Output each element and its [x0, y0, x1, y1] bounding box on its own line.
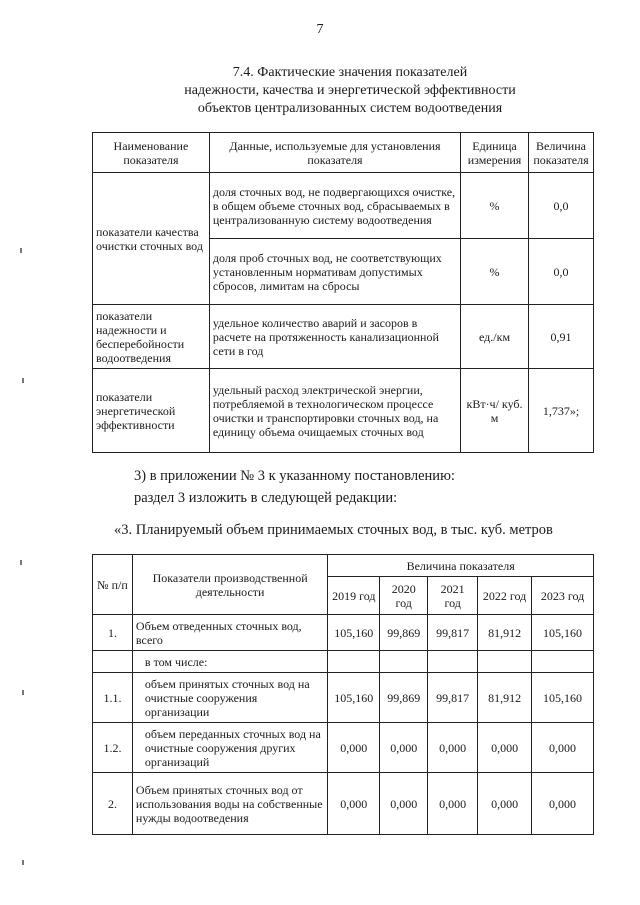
row-value: 105,160 [532, 615, 594, 651]
paragraph-line: 3) в приложении № 3 к указанному постановлению: [134, 468, 455, 484]
row-value: 81,912 [478, 673, 532, 723]
table-row [93, 723, 594, 773]
header-year: 2021 год [428, 577, 478, 615]
header-unit: Единица измерения [461, 133, 529, 173]
row-value: 0,000 [328, 773, 380, 835]
indicators-table [92, 132, 594, 453]
row-num: 2. [93, 773, 133, 835]
row-label: в том числе: [132, 651, 327, 673]
table-header-row [93, 555, 594, 577]
table-row [93, 615, 594, 651]
group-energy: показатели энергетической эффективности [93, 369, 210, 453]
page-number: 7 [316, 22, 324, 37]
row-value: 0,000 [532, 773, 594, 835]
row-value: 0,000 [428, 773, 478, 835]
row-value: 81,912 [478, 615, 532, 651]
row-value [328, 651, 380, 673]
row-value: 99,869 [380, 673, 428, 723]
row-value [380, 651, 428, 673]
table-row [93, 651, 594, 673]
row-num: 1.1. [93, 673, 133, 723]
row-data: доля проб сточных вод, не соответствующих установленным нормативам допустимых сбросов, лимитам на сбросы [209, 239, 460, 305]
row-value: 99,869 [380, 615, 428, 651]
row-value: 1,737»; [529, 369, 594, 453]
scan-mark [22, 378, 24, 383]
header-data: Данные, используемые для установления показателя [209, 133, 460, 173]
row-label: объем принятых сточных вод на очистные сооружения организации [132, 673, 327, 723]
table-row [93, 173, 594, 239]
header-year: 2019 год [328, 577, 380, 615]
row-label: Объем принятых сточных вод от использования воды на собственные нужды водоотведения [132, 773, 327, 835]
row-num: 1.2. [93, 723, 133, 773]
row-data: доля сточных вод, не подвергающихся очистке, в общем объеме сточных вод, сбрасываемых в централизованную систему водоотведения [209, 173, 460, 239]
row-value [428, 651, 478, 673]
row-unit: % [461, 173, 529, 239]
table-header-row [93, 133, 594, 173]
row-value: 99,817 [428, 673, 478, 723]
row-value: 0,91 [529, 305, 594, 369]
header-year: 2020 год [380, 577, 428, 615]
table-row [93, 369, 594, 453]
row-num: 1. [93, 615, 133, 651]
row-value: 105,160 [328, 673, 380, 723]
row-unit: ед./км [461, 305, 529, 369]
row-data: удельный расход электрической энергии, потребляемой в технологическом процессе очистки и транспортировки сточных вод, на единицу объема очищаемых сточных вод [209, 369, 460, 453]
scan-mark [22, 860, 24, 865]
row-value: 0,000 [478, 723, 532, 773]
section-title-line: 7.4. Фактические значения показателей [232, 65, 468, 80]
section-title-line: объектов централизованных систем водоотведения [197, 101, 503, 116]
group-reliability: показатели надежности и бесперебойности водоотведения [93, 305, 210, 369]
row-value: 0,000 [380, 723, 428, 773]
table-row [93, 305, 594, 369]
row-label: Объем отведенных сточных вод, всего [132, 615, 327, 651]
header-year: 2022 год [478, 577, 532, 615]
header-num: № п/п [93, 555, 133, 615]
paragraph-line: раздел 3 изложить в следующей редакции: [134, 490, 398, 506]
group-quality: показатели качества очистки сточных вод [93, 173, 210, 305]
row-value: 0,000 [478, 773, 532, 835]
scan-mark [20, 248, 22, 253]
row-value [478, 651, 532, 673]
row-value [532, 651, 594, 673]
section-title-line: надежности, качества и энергетической эффективности [184, 83, 516, 98]
table-row [93, 673, 594, 723]
wastewater-volume-table [92, 554, 594, 835]
row-num [93, 651, 133, 673]
row-value: 0,0 [529, 239, 594, 305]
row-data: удельное количество аварий и засоров в расчете на протяженность канализационной сети в год [209, 305, 460, 369]
row-label: объем переданных сточных вод на очистные сооружения других организаций [132, 723, 327, 773]
table-row [93, 773, 594, 835]
header-name: Наименование показателя [93, 133, 210, 173]
header-value-group: Величина показателя [328, 555, 594, 577]
row-value: 0,000 [328, 723, 380, 773]
paragraph-heading: «3. Планируемый объем принимаемых сточных вод, в тыс. куб. метров [114, 522, 553, 538]
header-value: Величина показателя [529, 133, 594, 173]
row-value: 105,160 [532, 673, 594, 723]
scan-mark [20, 560, 22, 565]
header-indicator: Показатели производственной деятельности [132, 555, 327, 615]
header-year: 2023 год [532, 577, 594, 615]
row-value: 99,817 [428, 615, 478, 651]
row-value: 0,000 [532, 723, 594, 773]
row-value: 105,160 [328, 615, 380, 651]
row-value: 0,000 [428, 723, 478, 773]
row-unit: % [461, 239, 529, 305]
scan-mark [22, 690, 24, 695]
row-value: 0,0 [529, 173, 594, 239]
row-unit: кВт·ч/ куб. м [461, 369, 529, 453]
row-value: 0,000 [380, 773, 428, 835]
section-title [60, 64, 640, 118]
